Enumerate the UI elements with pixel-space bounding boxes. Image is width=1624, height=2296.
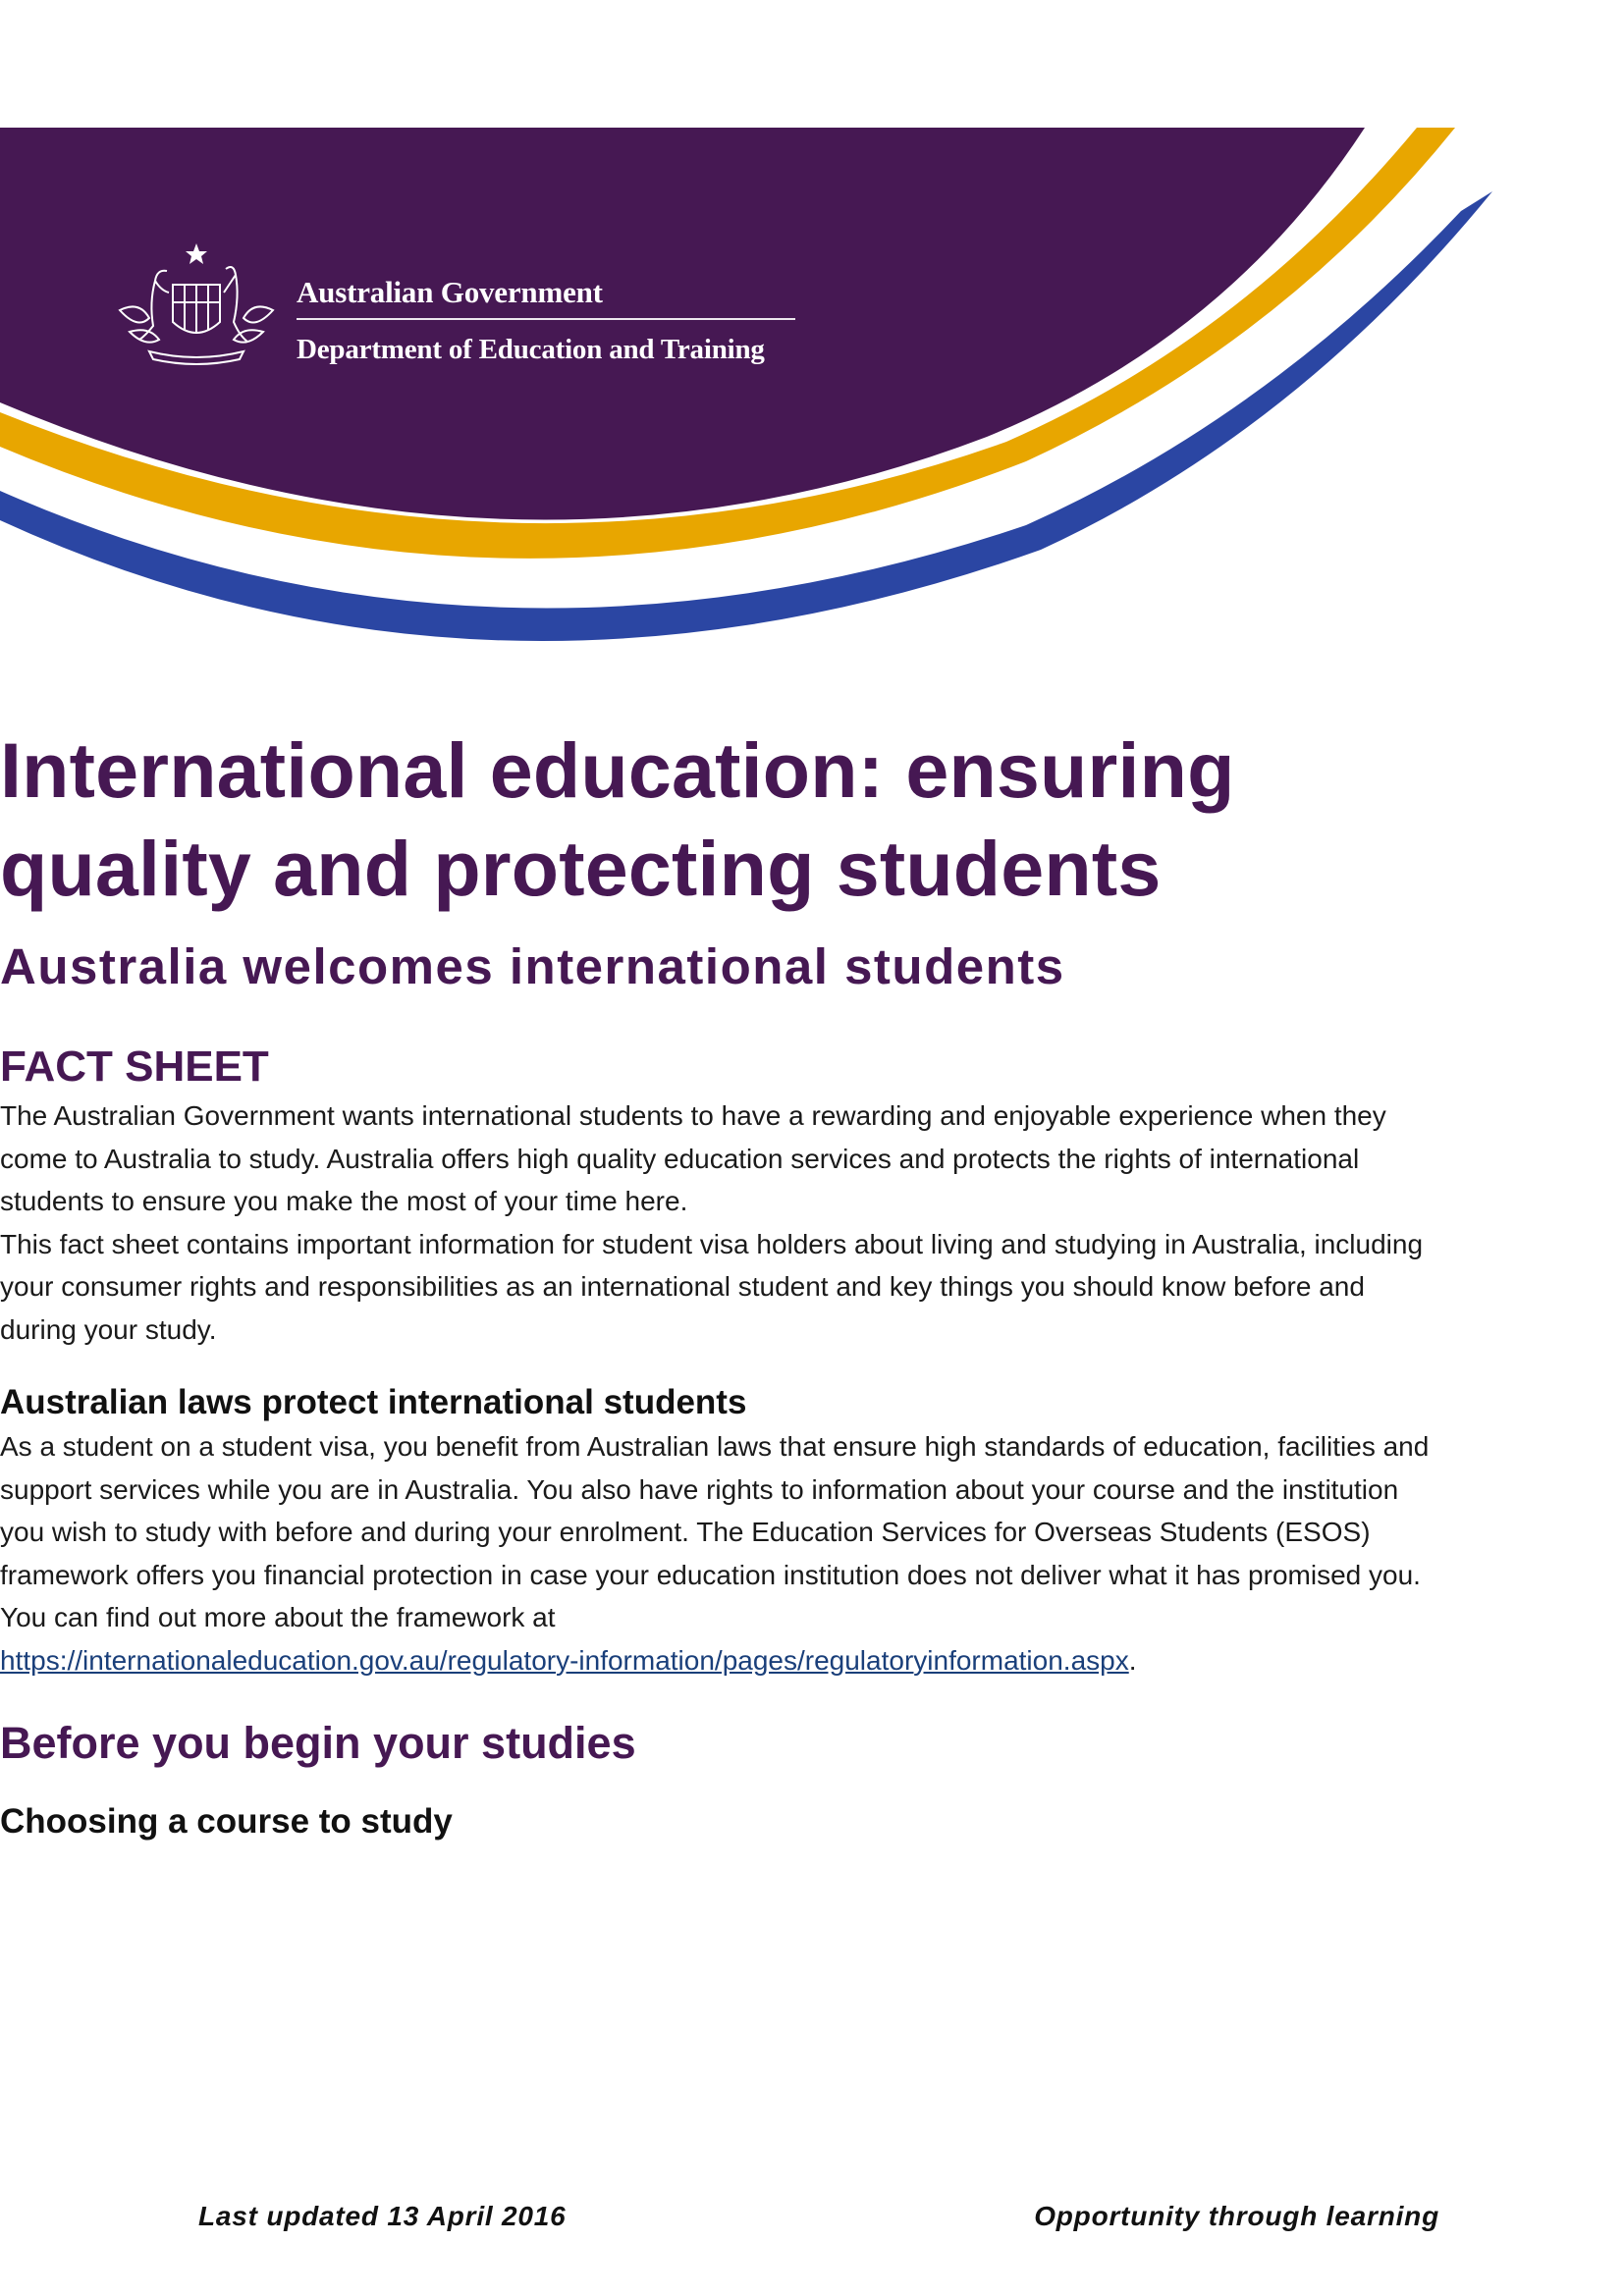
page-title: International education: ensuring quality and protecting students <box>0 726 1235 912</box>
section-heading-before: Before you begin your studies <box>0 1718 636 1768</box>
fact-sheet-label: FACT SHEET <box>0 1042 269 1091</box>
laws-paragraph: As a student on a student visa, you benefit from Australian laws that ensure high standards of education, facilities and support services while you are in Australia. You also have rights to information about your course and the institution you wish to study with before and during your enrolment. The Education Services for Overseas Students (ESOS) framework offers you financial protection in case your education institution does not deliver what it has promised you. <box>0 1431 1430 1590</box>
section-heading-laws: Australian laws protect international students <box>0 1383 747 1421</box>
more-info-text: You can find out more about the framework at <box>0 1602 556 1632</box>
subheading-choosing-course: Choosing a course to study <box>0 1802 453 1841</box>
last-updated: Last updated 13 April 2016 <box>198 2201 567 2231</box>
government-wordmark <box>297 273 795 367</box>
coat-of-arms-icon <box>110 241 283 367</box>
government-name: Australian Government <box>297 275 603 309</box>
wordmark-divider <box>297 318 795 320</box>
more-info-paragraph <box>0 1596 1443 1682</box>
footer-tagline: Opportunity through learning <box>1034 2201 1439 2231</box>
department-name: Department of Education and Training <box>297 334 765 365</box>
page-subtitle: Australia welcomes international students <box>0 938 1065 994</box>
document-body <box>0 721 1443 1844</box>
framework-link[interactable]: https://internationaleducation.gov.au/regulatory-information/pages/regulatoryinformation.aspx <box>0 1644 1129 1676</box>
intro-paragraph-2: This fact sheet contains important information for student visa holders about living and studying in Australia, including your consumer rights and responsibilities as an international student and key things you should know before and during your study. <box>0 1228 1424 1345</box>
intro-paragraph-1: The Australian Government wants international students to have a rewarding and enjoyable experience when they come to Australia to study. Australia offers high quality education services and protects the rights of international students to ensure you make the most of your time here. <box>0 1100 1386 1216</box>
link-trailing-period: . <box>1128 1644 1137 1676</box>
